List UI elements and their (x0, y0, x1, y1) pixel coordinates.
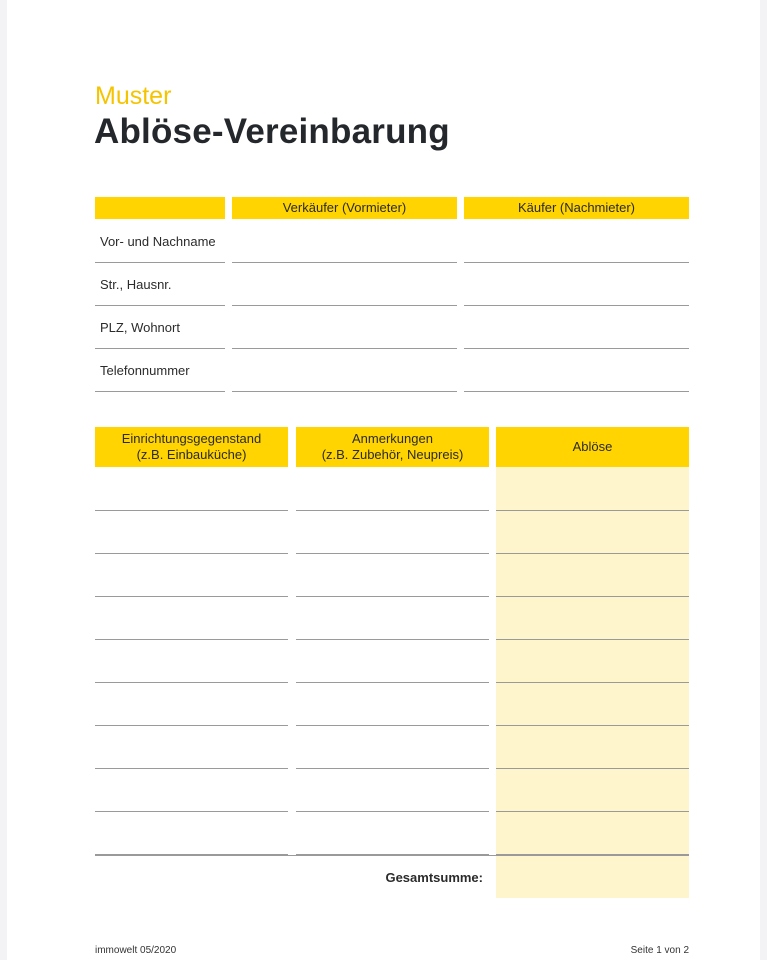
item-notes-field[interactable] (296, 768, 489, 769)
item-amount-field[interactable] (496, 596, 689, 597)
item-notes-field[interactable] (296, 553, 489, 554)
buyer-city-field[interactable] (464, 348, 689, 349)
item-amount-field[interactable] (496, 768, 689, 769)
item-notes-field[interactable] (296, 682, 489, 683)
item-notes-field[interactable] (296, 811, 489, 812)
item-object-field[interactable] (95, 510, 288, 511)
items-header-amount: Ablöse (496, 427, 689, 467)
row-line (95, 262, 225, 263)
row-line (95, 305, 225, 306)
total-label: Gesamtsumme: (385, 870, 483, 885)
seller-street-field[interactable] (232, 305, 457, 306)
item-amount-field[interactable] (496, 811, 689, 812)
item-object-field[interactable] (95, 553, 288, 554)
buyer-phone-field[interactable] (464, 391, 689, 392)
row-label-city: PLZ, Wohnort (100, 320, 180, 335)
parties-header-seller: Verkäufer (Vormieter) (232, 197, 457, 219)
items-header-object (95, 427, 288, 467)
items-header-object-line2: (z.B. Einbauküche) (136, 447, 247, 462)
item-notes-field[interactable] (296, 639, 489, 640)
items-header-notes-line2: (z.B. Zubehör, Neupreis) (321, 447, 464, 462)
items-header-object-line1: Einrichtungsgegenstand (121, 431, 262, 446)
buyer-name-field[interactable] (464, 262, 689, 263)
item-object-field[interactable] (95, 725, 288, 726)
item-amount-field[interactable] (496, 682, 689, 683)
row-line (95, 391, 225, 392)
items-header-notes-line1: Anmerkungen (352, 431, 433, 446)
buyer-street-field[interactable] (464, 305, 689, 306)
item-notes-field[interactable] (296, 510, 489, 511)
row-label-name: Vor- und Nachname (100, 234, 216, 249)
row-line (95, 348, 225, 349)
item-amount-field[interactable] (496, 553, 689, 554)
footer-right: Seite 1 von 2 (630, 945, 689, 956)
items-header-notes (296, 427, 489, 467)
seller-city-field[interactable] (232, 348, 457, 349)
row-label-phone: Telefonnummer (100, 363, 190, 378)
item-notes-field[interactable] (296, 725, 489, 726)
parties-header-empty (95, 197, 225, 219)
item-amount-field[interactable] (496, 725, 689, 726)
item-object-field[interactable] (95, 811, 288, 812)
total-amount-field[interactable] (496, 856, 689, 898)
document-subtitle: Muster (95, 82, 172, 110)
footer-left: immowelt 05/2020 (95, 945, 177, 956)
item-object-field[interactable] (95, 682, 288, 683)
item-object-field[interactable] (95, 596, 288, 597)
row-label-street: Str., Hausnr. (100, 277, 172, 292)
item-amount-field[interactable] (496, 510, 689, 511)
item-notes-field[interactable] (296, 596, 489, 597)
document-title: Ablöse-Vereinbarung (94, 112, 450, 151)
item-object-field[interactable] (95, 768, 288, 769)
seller-name-field[interactable] (232, 262, 457, 263)
seller-phone-field[interactable] (232, 391, 457, 392)
item-amount-field[interactable] (496, 639, 689, 640)
item-object-field[interactable] (95, 639, 288, 640)
parties-header-buyer: Käufer (Nachmieter) (464, 197, 689, 219)
